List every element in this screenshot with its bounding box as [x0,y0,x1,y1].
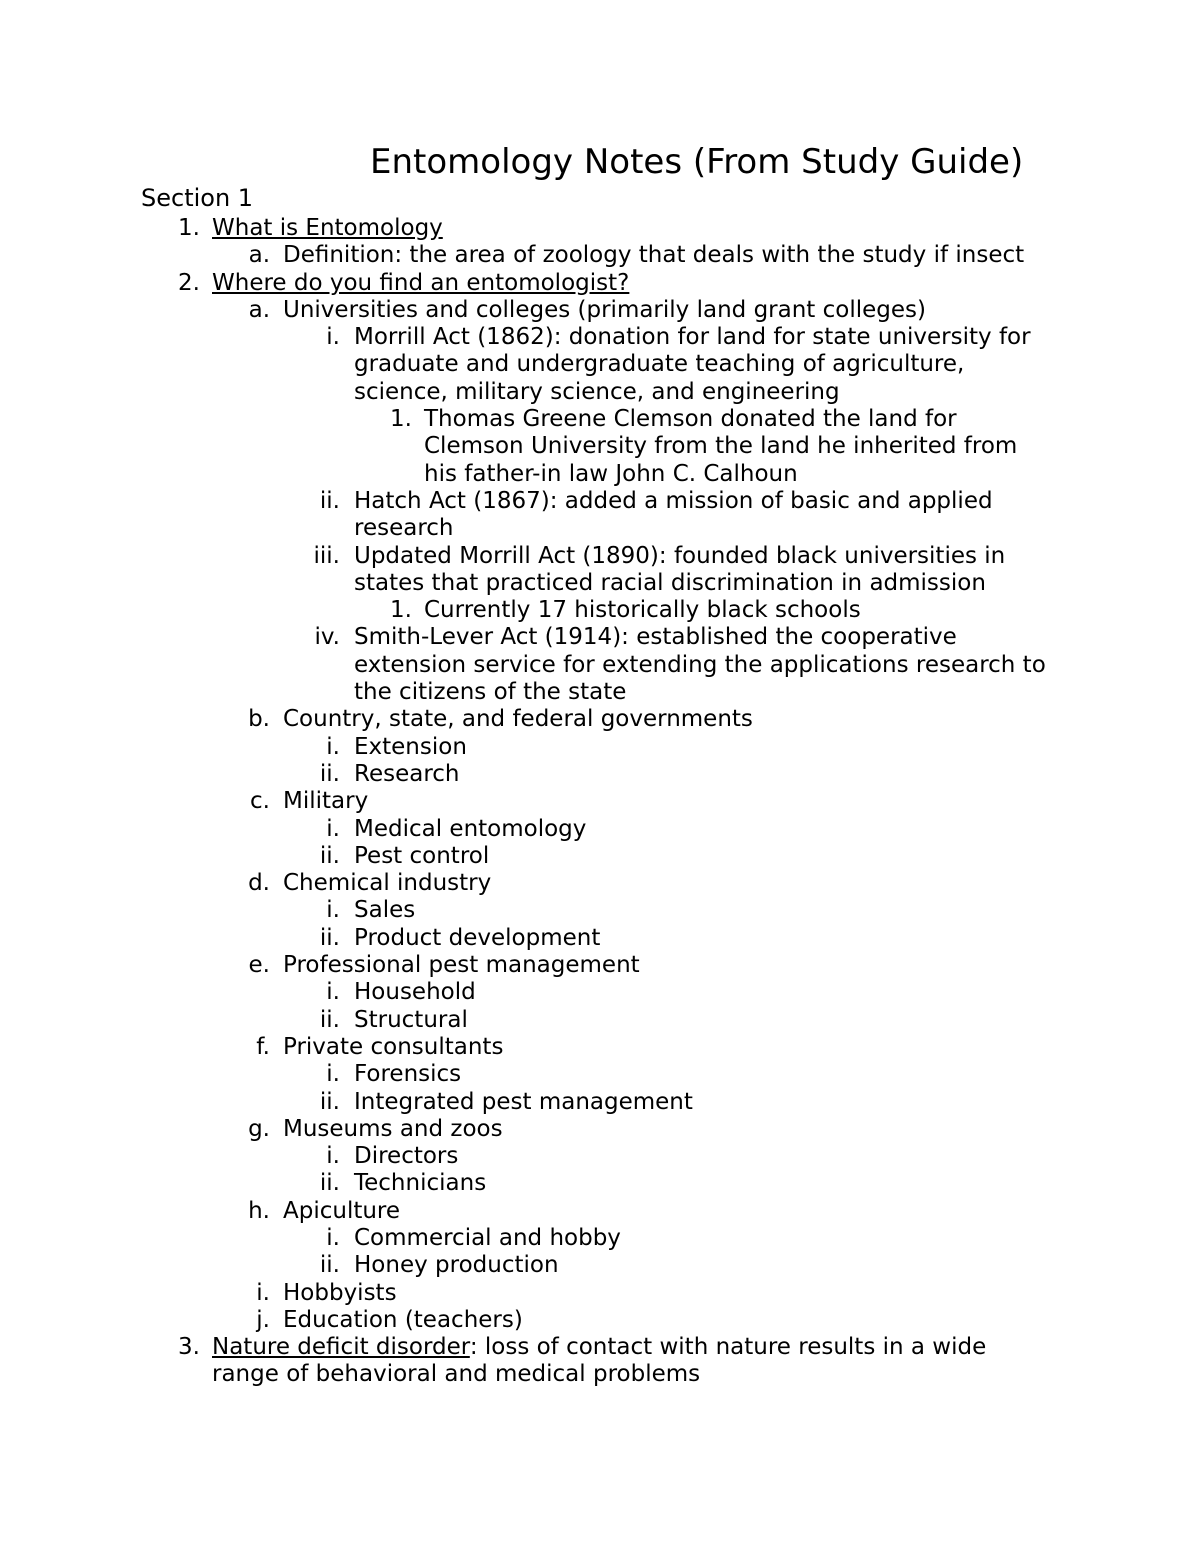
outline-label: Extension [354,733,467,760]
outline-text [354,979,1054,1006]
outline-label: Household [354,979,476,1006]
outline-marker: b. [248,706,270,733]
outline-label: Integrated pest management [354,1088,693,1115]
outline-item [0,1116,1200,1143]
outline-label: Research [354,760,460,787]
outline-marker: g. [248,1115,270,1142]
outline-marker: i. [326,1224,340,1251]
outline-item [0,324,1200,406]
outline-item [0,1007,1200,1034]
outline-marker: i. [326,815,340,842]
outline-marker: ii. [319,1170,340,1197]
outline-marker: iv. [314,624,340,651]
outline-marker: ii. [319,842,340,869]
outline-label: Structural [354,1006,468,1033]
outline-item [0,706,1200,733]
outline-item [0,1307,1200,1334]
outline-item [0,788,1200,815]
outline-label: What is Entomology [212,215,443,241]
outline-label: Country, state, and federal governments [283,706,753,733]
outline-item [0,1280,1200,1307]
outline-item [0,1252,1200,1279]
outline-item [0,297,1200,324]
outline-text [354,1089,1054,1116]
outline-text [283,1198,1063,1225]
outline-item [0,597,1200,624]
outline-text [283,1280,1063,1307]
outline-text [354,816,1054,843]
outline-marker: ii. [319,1088,340,1115]
outline-marker: i. [326,1061,340,1088]
outline-text [212,270,1022,297]
outline-text [212,215,1022,242]
outline-label: Thomas Greene Clemson donated the land for Clemson University from the land he inherited from his father-in law John C. Calhoun [424,406,1018,487]
outline-text [354,324,1054,406]
outline-label: Hatch Act (1867): added a mission of basic and applied research [354,487,993,542]
outline-text [354,1007,1054,1034]
outline-label: Technicians [354,1170,487,1197]
outline-marker: 2. [178,269,200,296]
outline-text [283,242,1063,269]
outline-text [283,1307,1063,1334]
outline-text [354,1170,1054,1197]
outline-text [354,734,1054,761]
outline-label: Product development [354,924,601,951]
outline-marker: i. [326,1143,340,1170]
outline-label: Smith-Lever Act (1914): established the cooperative extension service for extending the applications research to the citizens of the state [354,624,1046,706]
outline-label: Commercial and hobby [354,1224,621,1251]
outline-marker: ii. [319,1252,340,1279]
outline-text [283,870,1063,897]
outline-text [283,788,1063,815]
outline-label: Chemical industry [283,870,492,897]
outline-text [354,925,1054,952]
outline-item [0,215,1200,242]
outline-text [354,488,1054,543]
outline-item [0,734,1200,761]
outline-marker: 1. [390,597,412,624]
outline-marker: j. [256,1306,270,1333]
outline-text [354,624,1054,706]
outline-marker: i. [326,733,340,760]
outline-item [0,897,1200,924]
outline-text [354,843,1054,870]
outline-item [0,843,1200,870]
outline-marker: ii. [319,760,340,787]
outline-marker: ii. [319,487,340,514]
outline-marker: f. [256,1033,270,1060]
outline-item [0,1089,1200,1116]
outline-marker: e. [248,952,270,979]
outline-item [0,870,1200,897]
outline-marker: c. [250,788,270,815]
outline-label: Sales [354,897,416,924]
outline-item [0,624,1200,706]
outline-item [0,1225,1200,1252]
outline-item [0,543,1200,598]
outline-marker: a. [248,296,270,323]
outline-marker: 1. [178,215,200,241]
outline-item [0,1198,1200,1225]
outline-label: Where do you find an entomologist? [212,269,630,296]
outline-text [354,1061,1054,1088]
outline-label: Currently 17 historically black schools [424,597,861,624]
outline-item [0,925,1200,952]
outline-text [354,543,1054,598]
outline-marker: ii. [319,924,340,951]
outline-label: Directors [354,1143,459,1170]
outline-text [354,761,1054,788]
outline-marker: d. [248,870,270,897]
outline-label: Apiculture [283,1197,401,1224]
outline-marker: i. [326,897,340,924]
outline-label-rest: : loss of contact with nature results in a wide range of behavioral and medical problems [212,1334,987,1388]
outline-label: Definition: the area of zoology that deals with the study if insect [283,242,1025,269]
document-title: Entomology Notes (From Study Guide) [370,142,1024,182]
outline-text [283,297,1063,324]
outline-text [354,897,1054,924]
outline-text [354,1225,1054,1252]
outline-label: Education (teachers) [283,1306,523,1333]
outline-item [0,952,1200,979]
outline-item [0,270,1200,297]
outline-item [0,406,1200,488]
outline-item [0,1061,1200,1088]
outline-list [0,215,1200,1389]
outline-text [212,1334,1022,1389]
outline-label: Professional pest management [283,952,640,979]
outline-label: Honey production [354,1252,559,1279]
outline-label: Private consultants [283,1033,504,1060]
outline-text [283,1116,1063,1143]
outline-item [0,1143,1200,1170]
outline-marker: iii. [313,542,340,569]
outline-item [0,1334,1200,1389]
outline-text [424,597,1049,624]
outline-item [0,979,1200,1006]
outline-label: Forensics [354,1061,462,1088]
outline-item [0,1170,1200,1197]
outline-marker: h. [248,1197,270,1224]
outline-label: Universities and colleges (primarily land grant colleges) [283,296,926,323]
outline-item [0,1034,1200,1061]
outline-marker: 3. [178,1334,200,1361]
outline-marker: ii. [319,1006,340,1033]
outline-label: Morrill Act (1862): donation for land for state university for graduate and undergraduate teaching of agriculture, science, military science, and engineering [354,324,1031,405]
outline-text [424,406,1049,488]
section-heading: Section 1 [141,184,254,212]
outline-item [0,242,1200,269]
outline-label: Pest control [354,842,490,869]
outline-marker: i. [326,324,340,351]
outline-label: Hobbyists [283,1279,397,1306]
outline-text [354,1252,1054,1279]
outline-label: Medical entomology [354,815,587,842]
outline-item [0,761,1200,788]
outline-item [0,488,1200,543]
outline-marker: i. [256,1279,270,1306]
outline-text [283,952,1063,979]
outline-text [283,706,1063,733]
outline-marker: i. [326,979,340,1006]
outline-text [354,1143,1054,1170]
outline-label: Museums and zoos [283,1115,503,1142]
outline-item [0,816,1200,843]
outline-label: Updated Morrill Act (1890): founded black universities in states that practiced racial discrimination in admission [354,542,1006,596]
outline-label: Military [283,788,369,815]
outline-marker: 1. [390,406,412,433]
outline-marker: a. [248,242,270,269]
outline-text [283,1034,1063,1061]
outline-label: Nature deficit disorder [212,1334,470,1361]
